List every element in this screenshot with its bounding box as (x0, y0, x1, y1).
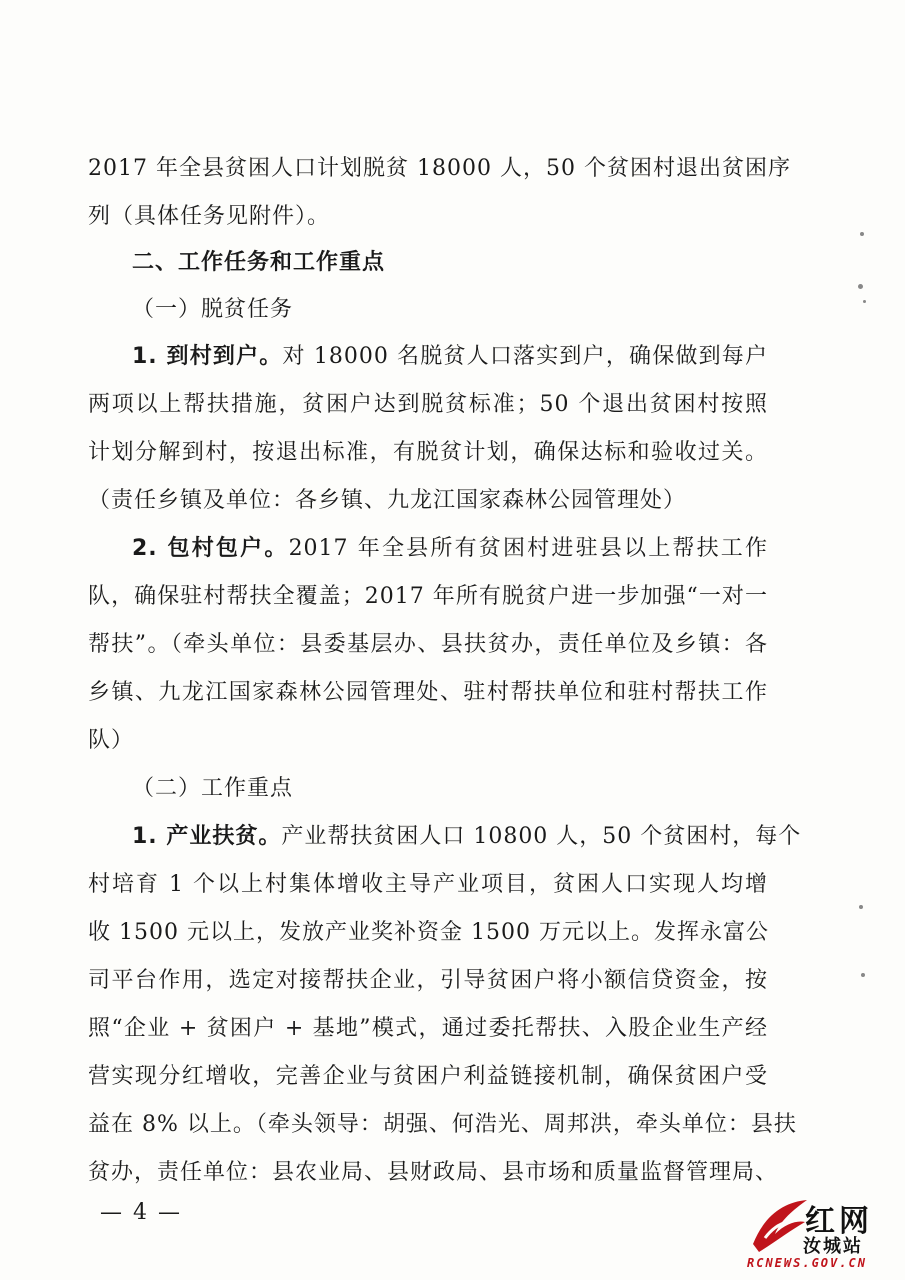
text-line: 帮扶”。（牵头单位：县委基层办、县扶贫办，责任单位及乡镇：各 (88, 632, 768, 657)
text-line: 益在 8% 以上。（牵头领导：胡强、何浩光、周邦洪，牵头单位：县扶 (88, 1112, 797, 1137)
text-line: 两项以上帮扶措施，贫困户达到脱贫标准；50 个退出贫困村按照 (88, 392, 768, 417)
scan-speck (859, 905, 863, 909)
logo-sub-text: 汝城站 (803, 1236, 863, 1257)
text-line: 照“企业 + 贫困户 + 基地”模式，通过委托帮扶、入股企业生产经 (88, 1016, 768, 1041)
text-line: 村培育 1 个以上村集体增收主导产业项目，贫困人口实现人均增 (88, 872, 768, 897)
text-line (132, 532, 768, 566)
item-text: 产业帮扶贫困人口 10800 人，50 个贫困村，每个 (281, 824, 802, 849)
scan-speck (860, 232, 864, 236)
logo-main-text: 红网 (805, 1204, 873, 1239)
text-line: 列（具体任务见附件）。 (88, 204, 331, 229)
section-heading: 二、工作任务和工作重点 (132, 250, 386, 275)
item-text: 2017 年全县所有贫困村进驻县以上帮扶工作 (288, 536, 769, 561)
scan-speck (861, 973, 865, 977)
text-line: 贫办，责任单位：县农业局、县财政局、县市场和质量监督管理局、 (88, 1160, 779, 1185)
page-number: — 4 — (100, 1200, 182, 1225)
item-text: 对 18000 名脱贫人口落实到户，确保做到每户 (282, 344, 768, 369)
item-title: 1. 产业扶贫。 (132, 824, 282, 849)
subsection-heading: （一）脱贫任务 (132, 297, 294, 322)
text-line: 计划分解到村，按退出标准，有脱贫计划，确保达标和验收过关。 (88, 440, 768, 465)
text-line: （责任乡镇及单位：各乡镇、九龙江国家森林公园管理处） (88, 488, 687, 513)
text-line: 队，确保驻村帮扶全覆盖；2017 年所有脱贫户进一步加强“一对一 (88, 584, 768, 609)
text-line (132, 340, 768, 374)
text-line: 队） (88, 728, 135, 753)
text-line (132, 820, 802, 854)
text-line: 营实现分红增收，完善企业与贫困户利益链接机制，确保贫困户受 (88, 1064, 768, 1089)
text-line: 收 1500 元以上，发放产业奖补资金 1500 万元以上。发挥永富公 (88, 920, 769, 945)
text-line: 司平台作用，选定对接帮扶企业，引导贫困户将小额信贷资金，按 (88, 968, 768, 993)
scan-speck (858, 284, 863, 289)
text-line: 2017 年全县贫困人口计划脱贫 18000 人，50 个贫困村退出贫困序 (88, 156, 791, 181)
item-title: 1. 到村到户。 (132, 344, 283, 369)
site-logo (745, 1194, 895, 1274)
item-title: 2. 包村包户。 (132, 536, 289, 561)
subsection-heading: （二）工作重点 (132, 776, 294, 801)
logo-url-text: RCNEWS.GOV.CN (747, 1256, 867, 1270)
text-line: 乡镇、九龙江国家森林公园管理处、驻村帮扶单位和驻村帮扶工作 (88, 680, 768, 705)
scan-speck (863, 300, 866, 303)
